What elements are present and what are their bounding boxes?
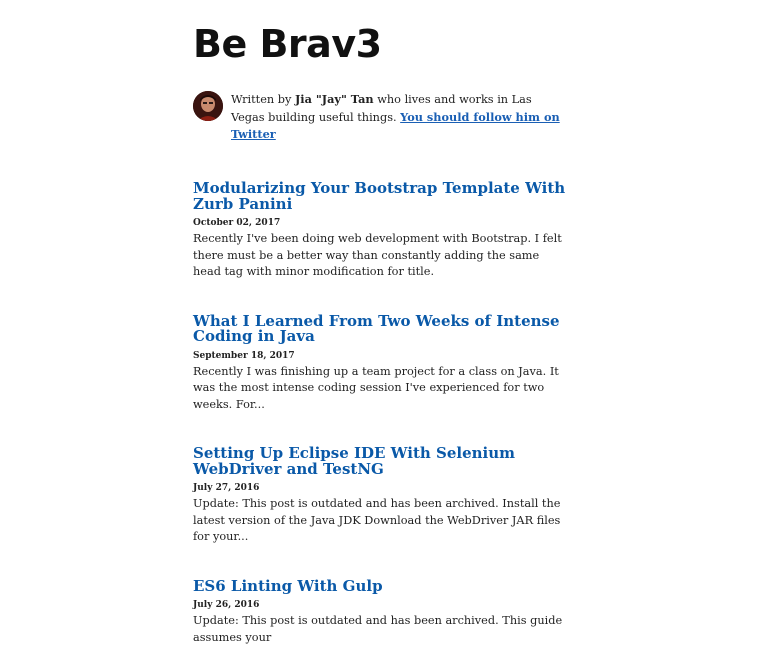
bio-author-name: Jia "Jay" Tan bbox=[295, 92, 374, 106]
post-title bbox=[193, 181, 568, 212]
post-list bbox=[193, 181, 568, 646]
post-excerpt: Update: This post is outdated and has been archived. This guide assumes your bbox=[193, 613, 568, 646]
post-date: July 27, 2016 bbox=[193, 481, 568, 495]
post-excerpt: Update: This post is outdated and has been archived. Install the latest version of the Java JDK Download the WebDriver JAR files for your... bbox=[193, 496, 568, 546]
post-title-link[interactable]: Setting Up Eclipse IDE With Selenium WebDriver and TestNG bbox=[193, 444, 515, 478]
site-title[interactable]: Be Brav3 bbox=[193, 22, 382, 66]
author-avatar bbox=[193, 91, 223, 121]
post-item bbox=[193, 579, 568, 646]
post-title-link[interactable]: ES6 Linting With Gulp bbox=[193, 577, 383, 595]
post-title-link[interactable]: What I Learned From Two Weeks of Intense Coding in Java bbox=[193, 312, 560, 346]
post-item bbox=[193, 181, 568, 281]
post-excerpt: Recently I've been doing web development with Bootstrap. I felt there must be a better way than constantly adding the same head tag with minor modification for title. bbox=[193, 231, 568, 281]
post-title bbox=[193, 446, 568, 477]
bio-middle: who lives and works in Las Vegas building useful things. bbox=[231, 93, 532, 124]
post-date: September 18, 2017 bbox=[193, 349, 568, 363]
author-bio bbox=[193, 91, 568, 144]
post-title-link[interactable]: Modularizing Your Bootstrap Template With Zurb Panini bbox=[193, 179, 565, 213]
post-item bbox=[193, 446, 568, 546]
post-date: July 26, 2016 bbox=[193, 598, 568, 612]
post-title bbox=[193, 579, 568, 595]
post-title bbox=[193, 314, 568, 345]
bio-text bbox=[231, 91, 561, 144]
post-item bbox=[193, 314, 568, 414]
bio-prefix: Written by bbox=[231, 93, 295, 106]
post-date: October 02, 2017 bbox=[193, 216, 568, 230]
post-excerpt: Recently I was finishing up a team project for a class on Java. It was the most intense coding session I've experienced for two weeks. For... bbox=[193, 364, 568, 414]
twitter-follow-link[interactable]: You should follow him on Twitter bbox=[231, 110, 560, 142]
avatar-portrait-icon bbox=[193, 91, 223, 121]
